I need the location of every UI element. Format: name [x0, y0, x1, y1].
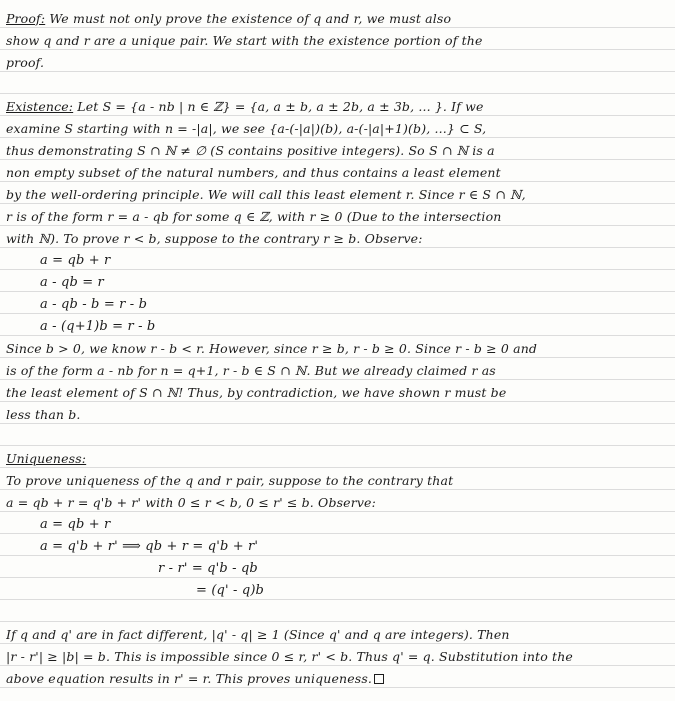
uniqueness-conclusion-1: If q and q' are in fact different, |q' - q| ≥ 1 (Since q' and q are integers). Then [6, 627, 510, 642]
uniqueness-line-2: a = qb + r = q'b + r' with 0 ≤ r < b, 0 ≤ r' ≤ b. Observe: [6, 495, 376, 510]
existence-equation-1: a = qb + r [40, 253, 111, 268]
existence-line-5: by the well-ordering principle. We will call this least element r. Since r ∈ S ∩ ℕ, [6, 187, 526, 202]
uniqueness-heading: Uniqueness: [6, 451, 87, 466]
existence-line-7: with ℕ). To prove r < b, suppose to the contrary r ≥ b. Observe: [6, 231, 423, 246]
proof-label: Proof: [6, 11, 46, 26]
uniqueness-equation-1: a = qb + r [40, 517, 111, 532]
intro-line-1 [6, 8, 668, 30]
intro-line-2: show q and r are a unique pair. We start with the existence portion of the [6, 33, 483, 48]
existence-equation-2: a - qb = r [40, 275, 104, 290]
qed-box-icon [374, 674, 384, 684]
uniqueness-conclusion-2: |r - r'| ≥ |b| = b. This is impossible since 0 ≤ r, r' < b. Thus q' = q. Substitution into the [6, 649, 573, 664]
existence-line-3: thus demonstrating S ∩ ℕ ≠ ∅ (S contains positive integers). So S ∩ ℕ is a [6, 143, 495, 158]
intro-line-3: proof. [6, 55, 45, 70]
uniqueness-final-text: above equation results in r' = r. This proves uniqueness. [6, 671, 373, 686]
existence-line-4: non empty subset of the natural numbers, and thus contains a least element [6, 165, 501, 180]
uniqueness-line-1: To prove uniqueness of the q and r pair, suppose to the contrary that [6, 473, 454, 488]
existence-equation-3: a - qb - b = r - b [40, 297, 148, 312]
existence-equation-4: a - (q+1)b = r - b [40, 319, 156, 334]
uniqueness-equation-2: a = q'b + r' ⟹ qb + r = q'b + r' [40, 539, 259, 554]
existence-conclusion-2: is of the form a - nb for n = q+1, r - b ∈ S ∩ ℕ. But we already claimed r as [6, 363, 496, 378]
uniqueness-equation-3: r - r' = q'b - qb [158, 561, 258, 576]
existence-conclusion-3: the least element of S ∩ ℕ! Thus, by contradiction, we have shown r must be [6, 385, 507, 400]
existence-line-2: examine S starting with n = -|a|, we see {a-(-|a|)(b), a-(-|a|+1)(b), ...} ⊂ S, [6, 121, 487, 136]
uniqueness-equation-4: = (q' - q)b [196, 583, 265, 598]
existence-conclusion-1: Since b > 0, we know r - b < r. However, since r ≥ b, r - b ≥ 0. Since r - b ≥ 0 and [6, 341, 538, 356]
existence-line-6: r is of the form r = a - qb for some q ∈ ℤ, with r ≥ 0 (Due to the intersection [6, 209, 502, 224]
existence-line-1 [6, 96, 668, 118]
uniqueness-conclusion-3 [6, 668, 668, 690]
existence-heading: Existence: [6, 99, 74, 114]
uniqueness-heading-line [6, 448, 668, 470]
existence-conclusion-4: less than b. [6, 407, 81, 422]
intro-text: We must not only prove the existence of q and r, we must also [49, 11, 452, 26]
existence-definition: Let S = {a - nb | n ∈ ℤ} = {a, a ± b, a ± 2b, a ± 3b, ... }. If we [77, 99, 484, 114]
